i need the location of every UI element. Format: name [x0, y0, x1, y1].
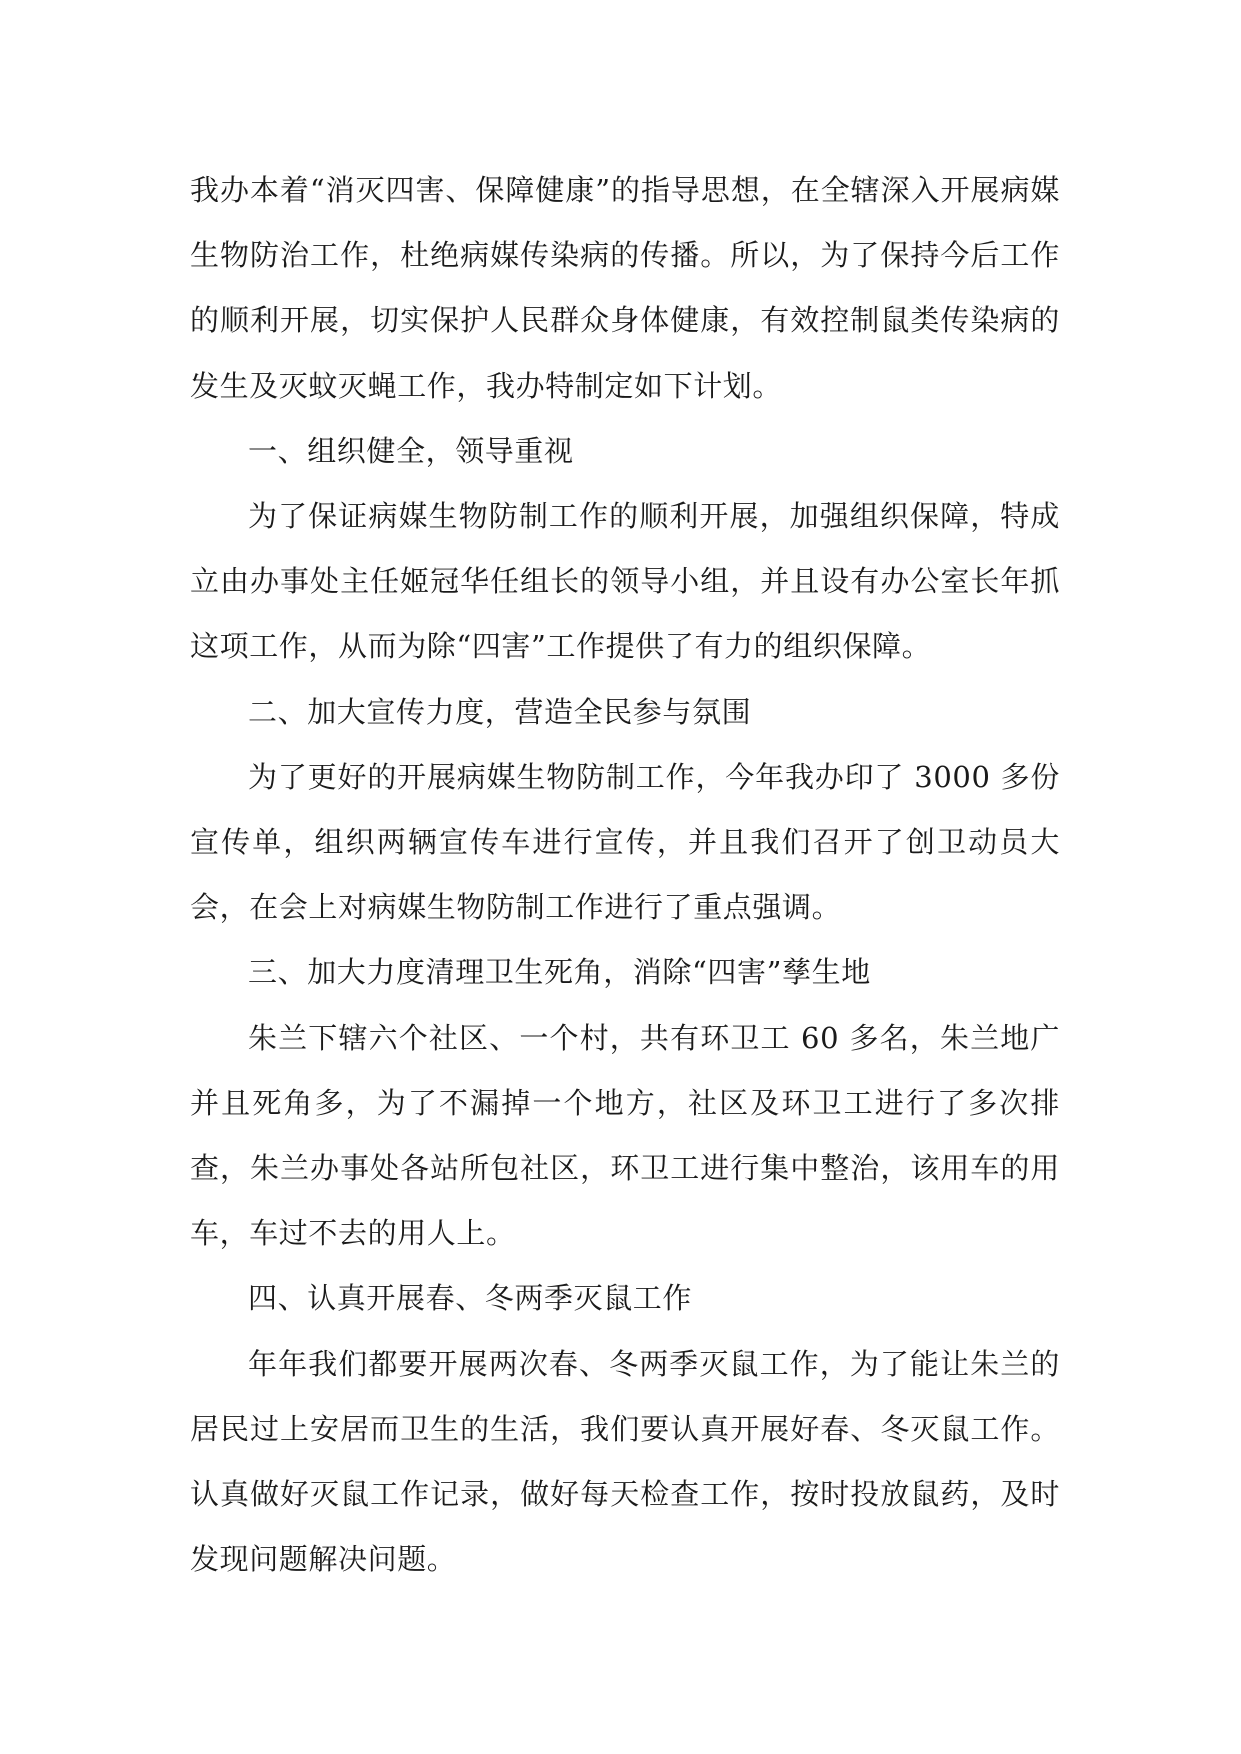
section-paragraph-4: 年年我们都要开展两次春、冬两季灭鼠工作，为了能让朱兰的居民过上安居而卫生的生活，我们要认真开展好春、冬灭鼠工作。认真做好灭鼠工作记录，做好每天检查工作，按时投放鼠药，及时发现问题解决问题。 [190, 1346, 1060, 1577]
section-heading-2: 二、加大宣传力度，营造全民参与氛围 [248, 694, 752, 729]
section-paragraph-2: 为了更好的开展病媒生物防制工作，今年我办印了 3000 多份宣传单，组织两辆宣传车进行宣传，并且我们召开了创卫动员大会，在会上对病媒生物防制工作进行了重点强调。 [190, 759, 1060, 925]
section-heading-3: 三、加大力度清理卫生死角，消除“四害”孳生地 [248, 955, 871, 990]
intro-paragraph: 我办本着“消灭四害、保障健康”的指导思想，在全辖深入开展病媒生物防治工作，杜绝病媒传染病的传播。所以，为了保持今后工作的顺利开展，切实保护人民群众身体健康，有效控制鼠类传染病的发生及灭蚊灭蝇工作，我办特制定如下计划。 [190, 173, 1060, 403]
section-heading-1: 一、组织健全，领导重视 [248, 433, 574, 468]
section-paragraph-3: 朱兰下辖六个社区、一个村，共有环卫工 60 多名，朱兰地广并且死角多，为了不漏掉一个地方，社区及环卫工进行了多次排查，朱兰办事处各站所包社区，环卫工进行集中整治，该用车的用车，车过不去的用人上。 [190, 1020, 1060, 1251]
section-paragraph-1: 为了保证病媒生物防制工作的顺利开展，加强组织保障，特成立由办事处主任姬冠华任组长的领导小组，并且设有办公室长年抓这项工作，从而为除“四害”工作提供了有力的组织保障。 [190, 499, 1060, 664]
document-body [190, 158, 1060, 1592]
section-heading-4: 四、认真开展春、冬两季灭鼠工作 [248, 1281, 693, 1316]
